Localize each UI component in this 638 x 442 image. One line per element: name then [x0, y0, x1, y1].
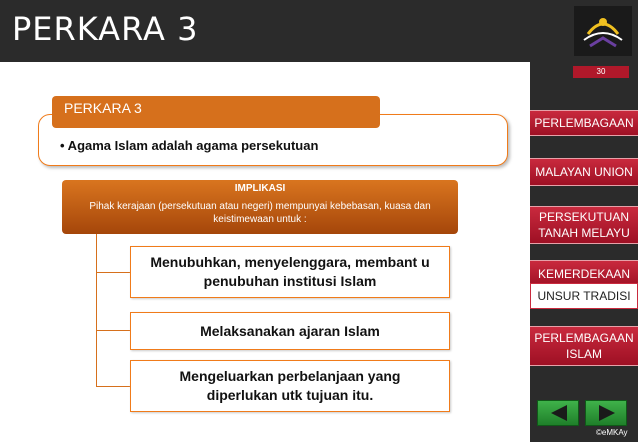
nav-perlembagaan-islam-button[interactable]: PERLEMBAGAAN ISLAM: [530, 326, 638, 366]
nav-kemerdekaan-button[interactable]: KEMERDEKAAN: [530, 260, 638, 288]
nav-unsur-tradisi-button[interactable]: UNSUR TRADISI: [530, 283, 638, 309]
connector-line: [96, 234, 97, 386]
implikasi-title: IMPLIKASI: [234, 183, 286, 194]
university-logo-icon: [570, 4, 636, 58]
perkara-tab-label: PERKARA 3: [52, 96, 380, 128]
connector-branch: [96, 272, 130, 273]
next-slide-button[interactable]: [585, 400, 627, 426]
nav-perlembagaan-button[interactable]: PERLEMBAGAAN: [530, 110, 638, 136]
perkara-bullet-text: • Agama Islam adalah agama persekutuan: [60, 138, 319, 153]
implikasi-item-box: Mengeluarkan perbelanjaan yang diperlukan utk tujuan itu.: [130, 360, 450, 412]
connector-branch: [96, 330, 130, 331]
navigation-arrows: [535, 400, 627, 426]
right-arrow-icon: [597, 404, 617, 422]
page-title: PERKARA 3: [12, 10, 199, 48]
implikasi-item-box: Menubuhkan, menyelenggara, membant u penubuhan institusi Islam: [130, 246, 450, 298]
nav-malayan-union-button[interactable]: MALAYAN UNION: [530, 158, 638, 186]
previous-slide-button[interactable]: [537, 400, 579, 426]
left-arrow-icon: [549, 404, 569, 422]
implikasi-box: [62, 180, 458, 234]
connector-branch: [96, 386, 130, 387]
implikasi-item-box: Melaksanakan ajaran Islam: [130, 312, 450, 350]
copyright-text: ©eMKAy: [596, 428, 628, 437]
nav-persekutuan-tanah-melayu-button[interactable]: PERSEKUTUAN TANAH MELAYU: [530, 206, 638, 244]
page-number-badge: 30: [573, 66, 629, 78]
implikasi-text: Pihak kerajaan (persekutuan atau negeri) mempunyai kebebasan, kuasa dan keistimewaan untuk :: [89, 201, 431, 225]
